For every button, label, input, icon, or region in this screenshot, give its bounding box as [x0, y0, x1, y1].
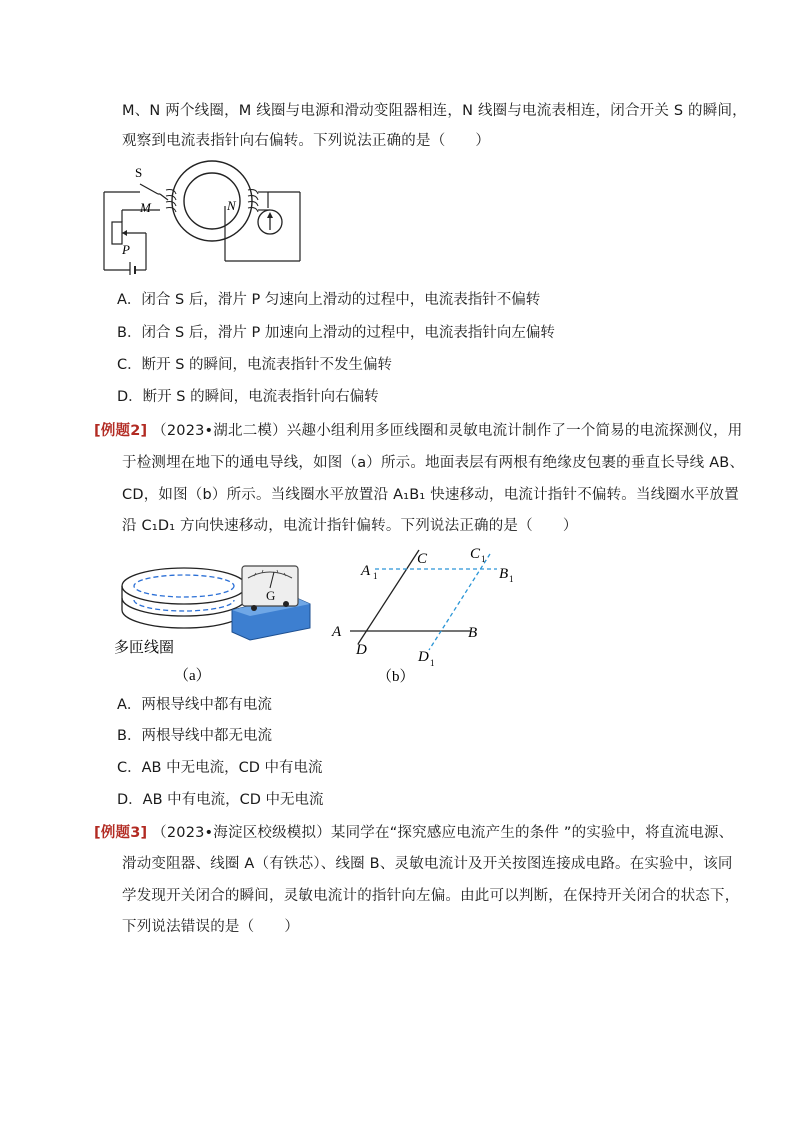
q3-stem-text-1: （2023•海淀区校级模拟）某同学在“探究感应电流产生的条件 ”的实验中，将直流电源、: [152, 825, 734, 841]
meter-G-label: G: [266, 588, 276, 603]
coil-M: [166, 190, 176, 213]
q1-option-b: B．闭合 S 后，滑片 P 加速向上滑动的过程中，电流表指针向左偏转: [117, 325, 555, 341]
q1-option-c: C．断开 S 的瞬间，电流表指针不发生偏转: [117, 357, 393, 373]
label-B: B: [468, 625, 478, 641]
label-C1: C: [470, 546, 481, 562]
q3-stem-line-3: 学发现开关闭合的瞬间，灵敏电流计的指针向左偏。由此可以判断，在保持开关闭合的状态下，: [122, 888, 740, 904]
q2-stem-line-3: CD，如图（b）所示。当线圈水平放置沿 A₁B₁ 快速移动，电流计指针不偏转。当线圈水平放置: [122, 487, 739, 503]
label-S: S: [135, 165, 143, 180]
q1-stem-text: 观察到电流表指针向右偏转。下列说法正确的是（: [122, 133, 446, 149]
label-M: M: [140, 200, 151, 215]
q2-stem-line-4: [122, 516, 578, 536]
q2-stem-end: ）: [562, 518, 578, 534]
coil-caption: 多匝线圈: [114, 640, 175, 656]
multi-turn-coil: [122, 568, 246, 628]
q2-stem-text-4: 沿 C₁D₁ 方向快速移动，电流计指针偏转。下列说法正确的是（: [122, 518, 533, 534]
q1-stem-line-1: M、N 两个线圈，M 线圈与电源和滑动变阻器相连，N 线圈与电流表相连，闭合开关 S 的瞬间，: [122, 103, 747, 119]
q3-stem-end: ）: [284, 919, 300, 935]
q2-tag: [例题2]: [94, 423, 148, 439]
q2-stem-line-1: [94, 421, 743, 441]
q1-circuit-figure: [100, 160, 310, 275]
q2-option-b: B．两根导线中都无电流: [117, 728, 272, 744]
q3-stem-line-4: [122, 917, 299, 937]
svg-text:1: 1: [373, 571, 378, 581]
q3-tag: [例题3]: [94, 825, 148, 841]
label-A1: A: [361, 563, 371, 579]
label-C: C: [417, 551, 428, 567]
label-A: A: [332, 624, 342, 640]
label-P: P: [122, 242, 130, 257]
q1-option-d: D．断开 S 的瞬间，电流表指针向右偏转: [117, 389, 379, 405]
coil-N: [248, 190, 258, 213]
figure-a-caption: （a）: [174, 668, 211, 684]
galvanometer-icon: [232, 566, 310, 640]
q1-stem-line-2: [122, 131, 490, 151]
label-D: D: [356, 642, 367, 658]
rheostat: [112, 222, 122, 244]
q1-stem-end: ）: [475, 133, 491, 149]
svg-text:1: 1: [481, 554, 486, 564]
label-N: N: [227, 198, 236, 213]
q1-option-a: A．闭合 S 后，滑片 P 匀速向上滑动的过程中，电流表指针不偏转: [117, 292, 541, 308]
svg-text:1: 1: [430, 658, 435, 668]
q2-stem-text-1: （2023•湖北二模）兴趣小组利用多匝线圈和灵敏电流计制作了一个简易的电流探测仪，用: [152, 423, 743, 439]
q2-option-a: A．两根导线中都有电流: [117, 697, 272, 713]
q2-stem-line-2: 于检测埋在地下的通电导线，如图（a）所示。地面表层有两根有绝缘皮包裹的垂直长导线 AB、: [122, 455, 745, 471]
label-D1: D: [418, 649, 429, 665]
q2-figure-b: [325, 540, 515, 688]
label-B1: B: [499, 566, 509, 582]
q2-option-d: D．AB 中有电流，CD 中无电流: [117, 792, 324, 808]
switch-blade: [140, 184, 158, 194]
figure-b-caption: （b）: [377, 669, 415, 685]
q3-stem-line-1: [94, 823, 733, 843]
q3-stem-line-2: 滑动变阻器、线圈 A（有铁芯）、线圈 B、灵敏电流计及开关按图连接成电路。在实验中，该同: [122, 856, 733, 872]
q2-figure-a: [114, 548, 324, 690]
svg-text:1: 1: [509, 574, 514, 584]
slider-arrow: [122, 230, 127, 236]
q2-option-c: C．AB 中无电流，CD 中有电流: [117, 760, 323, 776]
q3-stem-text-4: 下列说法错误的是（: [122, 919, 255, 935]
